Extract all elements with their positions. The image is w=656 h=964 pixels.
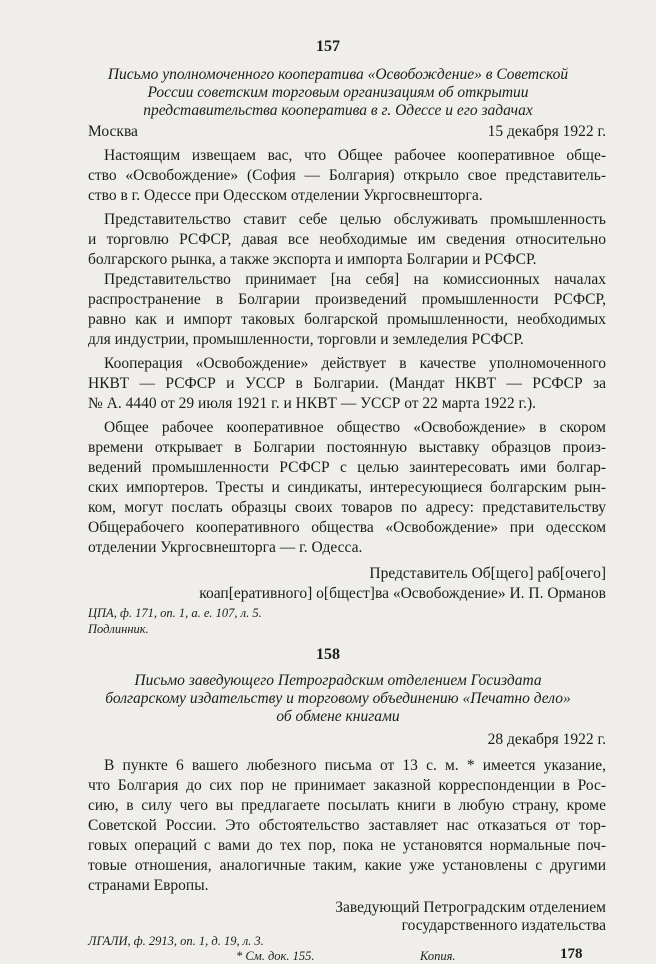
doc-157-title-line: России советским торговым организациям об открытии: [147, 84, 529, 101]
doc-157-body-line: времени открывает в Болгарии постоянную выставку образцов произ-: [88, 439, 606, 456]
doc-157-body-line: болгарского рынка, а также экспорта и импорта Болгарии и РСФСР.: [88, 251, 537, 268]
doc-157-body-line: для индустрии, промышленности, торговли и земледелия РСФСР.: [88, 331, 524, 348]
doc-158-body-line: странами Европы.: [88, 877, 209, 894]
doc-157-body-line: ком, могут послать образцы своих товаров по адресу: представительству: [88, 499, 606, 516]
doc-157-body-line: ство в г. Одессе при Одесском отделении Укргосвнешторга.: [88, 187, 483, 204]
doc-157-number: 157: [316, 38, 340, 55]
doc-157-body-line: Представительство принимает [на себя] на комиссионных началах: [104, 271, 606, 288]
doc-158-body-line: товые отношения, аналогичные таким, какие уже установлены с другими: [88, 857, 606, 874]
doc-157-body-line: ских импортеров. Тресты и синдикаты, интересующиеся болгарским рын-: [88, 479, 606, 496]
doc-158-title-line: болгарскому издательству и торговому объединению «Печатно дело»: [105, 690, 571, 707]
page-number: 178: [560, 946, 583, 962]
doc-157-body-line: ведений промышленности РСФСР с целью заинтересовать ими болгар-: [88, 459, 606, 476]
doc-158-signature-line: Заведующий Петроградским отделением: [335, 899, 606, 916]
doc-158-body-line: говых операций с вами до тех пор, пока не установятся нормальные поч-: [88, 837, 606, 854]
doc-157-body-line: и торговлю РСФСР, давая все необходимые им сведения относительно: [88, 231, 606, 248]
doc-157-body-line: распространение в Болгарии произведений промышленности РСФСР,: [88, 291, 606, 308]
doc-158-title-line: Письмо заведующего Петроградским отделением Госиздата: [134, 672, 542, 689]
doc-157-body-line: Кооперация «Освобождение» действует в качестве уполномоченного: [104, 355, 606, 372]
footnote: * См. док. 155.: [236, 949, 315, 963]
doc-157-body-line: Общерабочего кооперативного общества «Освобождение» при одесском: [88, 519, 606, 536]
doc-158-number: 158: [316, 646, 340, 663]
doc-157-copy-type: Подлинник.: [88, 622, 149, 636]
doc-157-body-line: ство «Освобождение» (София — Болгария) открыло свое представитель-: [88, 167, 606, 184]
doc-157-body-line: Настоящим извещаем вас, что Общее рабочее кооперативное обще-: [104, 147, 606, 164]
doc-157-body-line: отделении Укргосвнешторга — г. Одесса.: [88, 539, 363, 556]
doc-158-archive-reference: ЛГАЛИ, ф. 2913, оп. 1, д. 19, л. 3.: [88, 934, 264, 948]
doc-157-place: Москва: [88, 123, 138, 140]
doc-157-body-line: НКВТ — РСФСР и УССР в Болгарии. (Мандат НКВТ — РСФСР за: [88, 375, 606, 392]
doc-158-title-line: об обмене книгами: [276, 708, 400, 725]
doc-158-body-line: В пункте 6 вашего любезного письма от 13 с. м. * имеется указание,: [104, 757, 606, 774]
doc-157-body-line: № А. 4440 от 29 июля 1921 г. и НКВТ — УССР от 22 марта 1922 г.).: [88, 395, 537, 412]
doc-158-body-line: Советской России. Это обстоятельство заставляет нас отказаться от тор-: [88, 817, 606, 834]
doc-157-date: 15 декабря 1922 г.: [487, 123, 606, 140]
doc-157-signature-line: Представитель Об[щего] раб[очего]: [369, 565, 606, 582]
doc-158-signature-line: государственного издательства: [401, 917, 606, 934]
doc-158-body-line: что Болгария до сих пор не принимает заказной корреспонденции в Рос-: [88, 777, 606, 794]
doc-158-body-line: сию, в силу чего вы предлагаете посылать книги в любую страну, кроме: [88, 797, 606, 814]
doc-157-archive-reference: ЦПА, ф. 171, оп. 1, а. е. 107, л. 5.: [88, 606, 262, 620]
doc-157-body-line: Представительство ставит себе целью обслуживать промышленность: [104, 211, 606, 228]
doc-157-body-line: Общее рабочее кооперативное общество «Освобождение» в скором: [104, 419, 606, 436]
doc-157-title-line: Письмо уполномоченного кооператива «Освобождение» в Советской: [107, 66, 569, 83]
doc-157-signature-line: коап[еративного] о[бщест]ва «Освобождение» И. П. Орманов: [199, 585, 606, 602]
doc-157-body-line: равно как и импорт таковых болгарской промышленности, необходимых: [88, 311, 606, 328]
doc-158-copy-type: Копия.: [420, 949, 456, 963]
doc-158-date: 28 декабря 1922 г.: [487, 731, 606, 748]
doc-157-title-line: представительства кооператива в г. Одессе и его задачах: [143, 102, 533, 119]
